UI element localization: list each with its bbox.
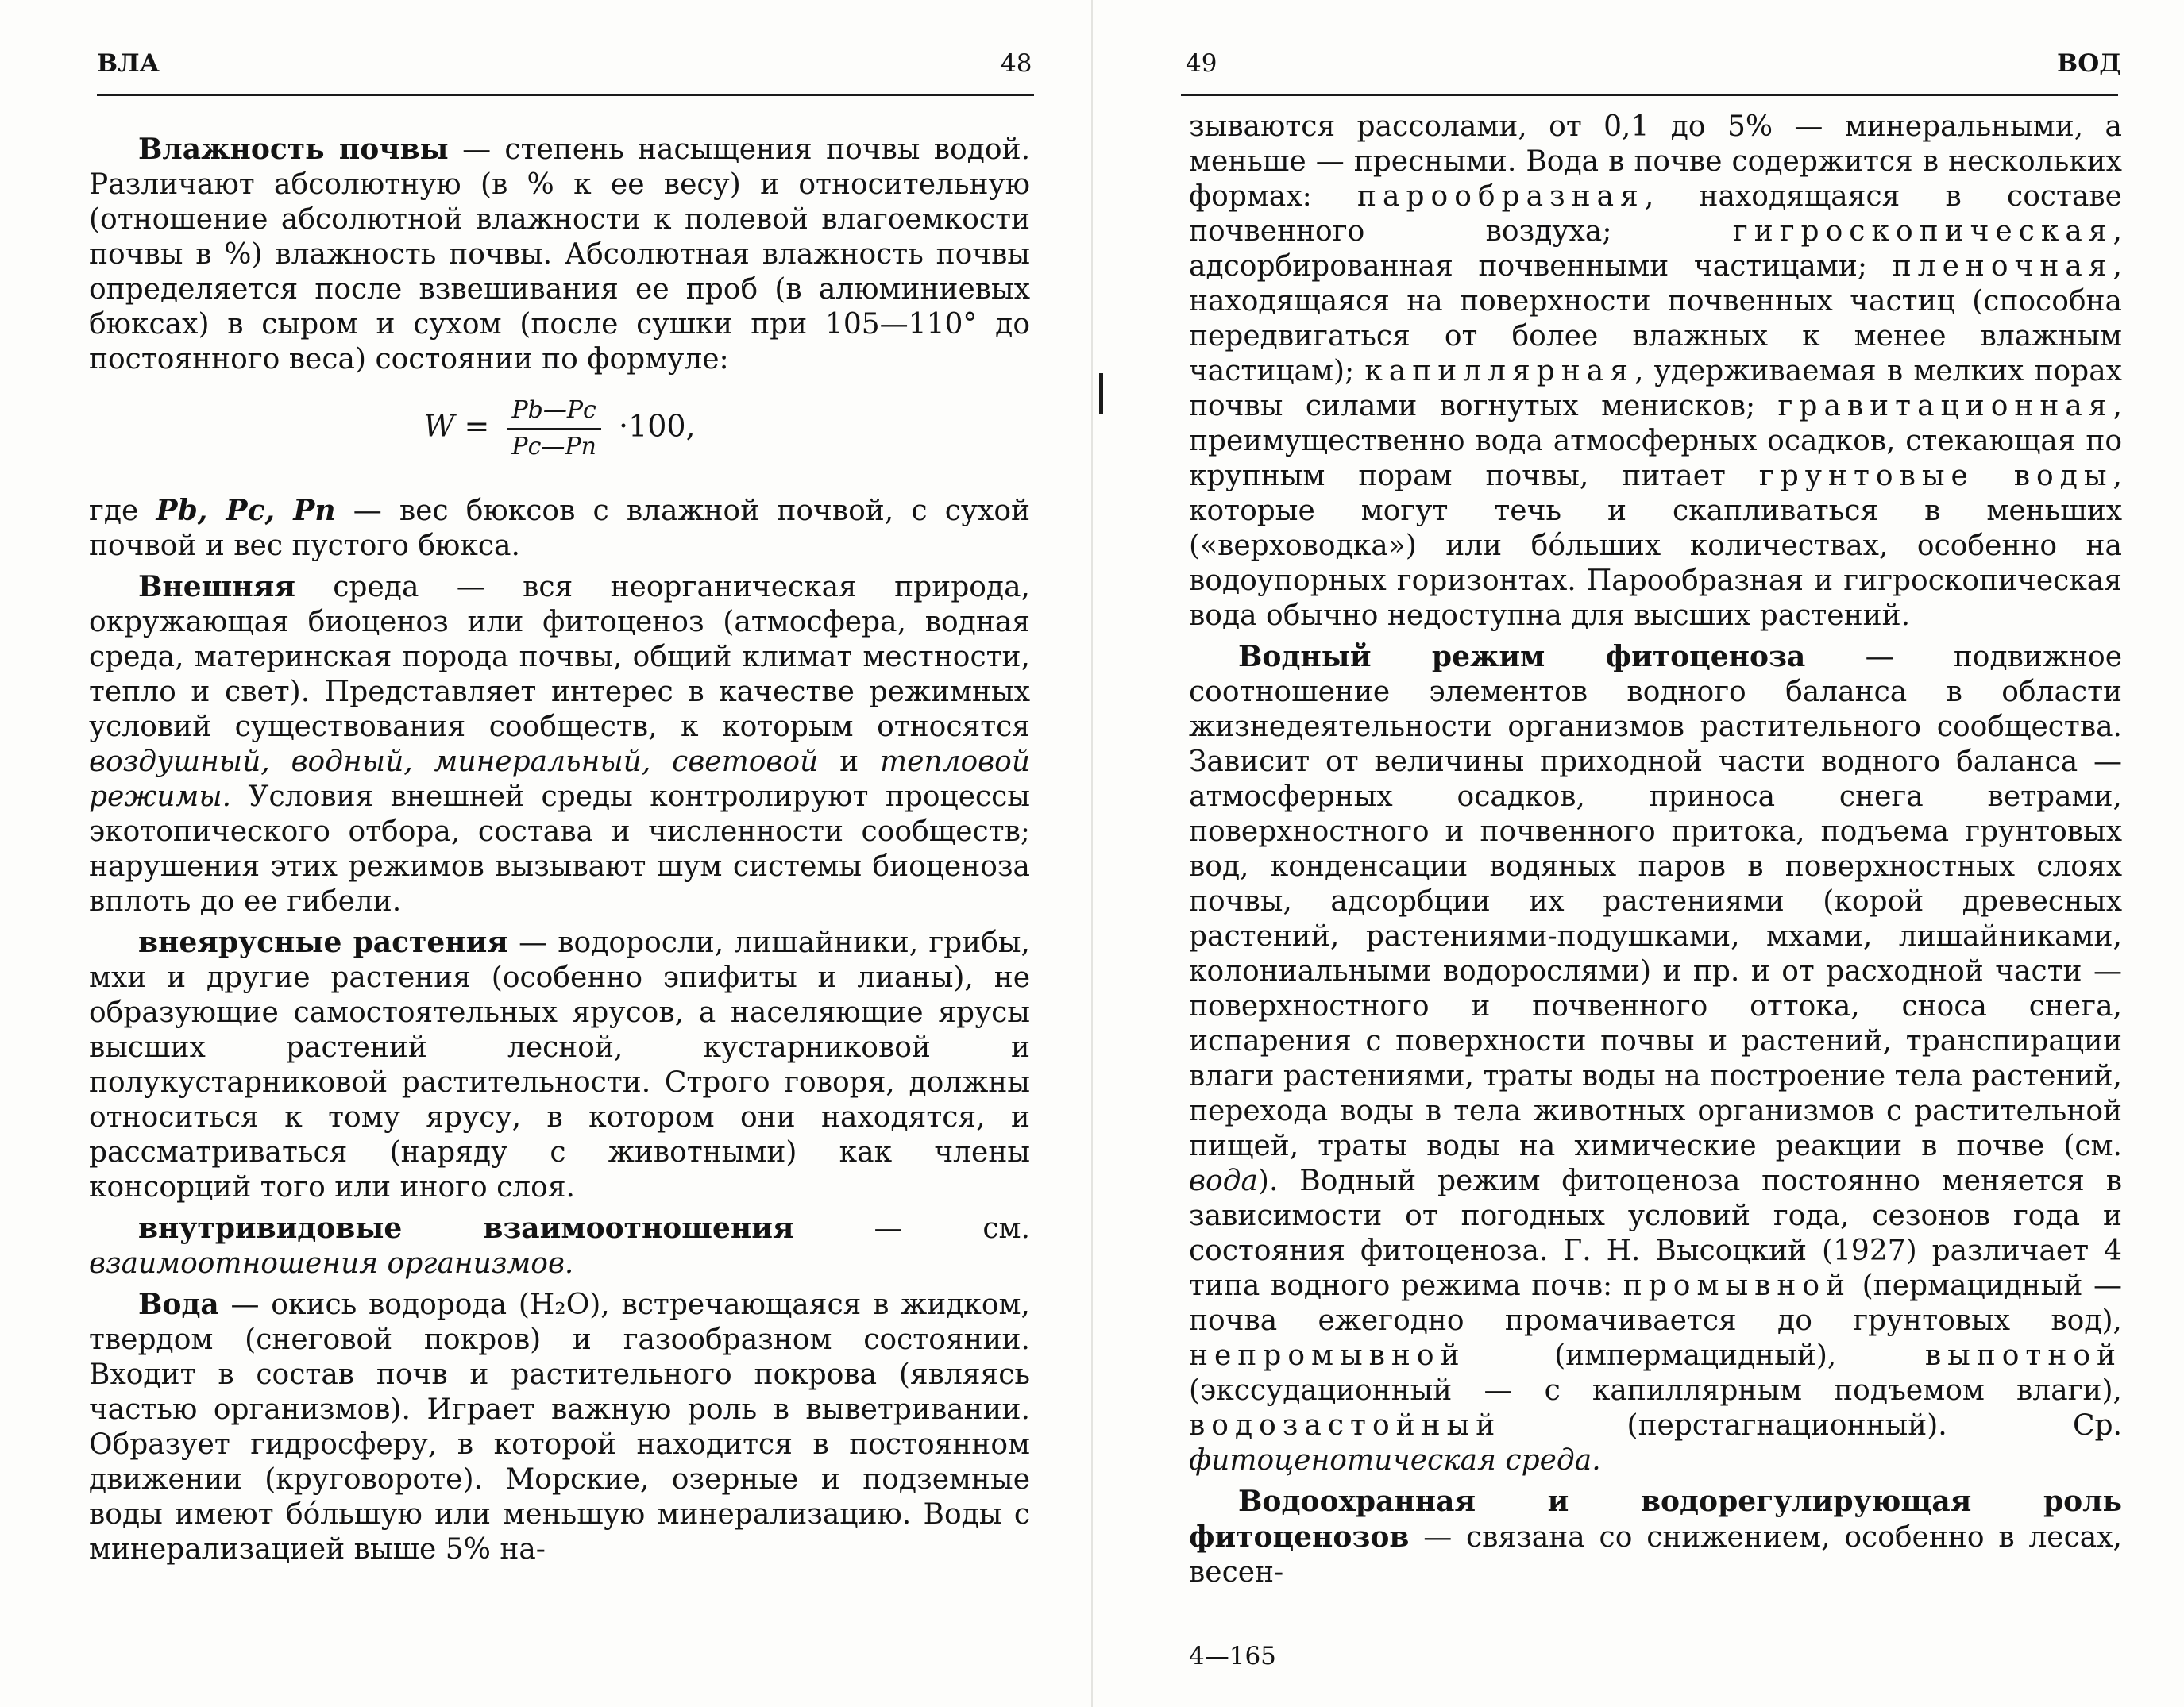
left-column	[89, 132, 1030, 1567]
entry-intraspecific-relations: внутривидовые взаимоотношения — см. взаимоотношения организмов.	[89, 1212, 1030, 1280]
entry-water-protection: Водоохранная и водорегулирующая роль фитоценозов — связана со снижением, особенно в лесах, весен-	[1189, 1485, 2122, 1589]
formula-rhs: ·100,	[618, 408, 696, 444]
page-number-right: 49	[1186, 49, 1217, 78]
formula-numerator: Pb—Pc	[507, 395, 601, 430]
running-head-right: ВОД	[2057, 49, 2121, 78]
page-number-left: 48	[1001, 49, 1032, 78]
term: Водный режим фитоценоза	[1238, 640, 1806, 673]
header-rule-right	[1181, 94, 2118, 96]
cross-reference: взаимоотношения организмов.	[89, 1247, 574, 1280]
term: Вода	[138, 1288, 219, 1321]
header-rule-left	[97, 94, 1034, 96]
running-head-left: ВЛА	[97, 49, 160, 78]
signature-mark: 4—165	[1189, 1642, 1276, 1670]
formula-fraction	[507, 395, 601, 463]
term: Влажность почвы	[138, 133, 449, 166]
moisture-formula	[89, 395, 1030, 463]
formula-explanation: где Pb, Pc, Pn — вес бюксов с влажной почвой, с сухой почвой и вес пустого бюкса.	[89, 494, 1031, 562]
entry-water: Вода — окись водорода (H₂O), встречающаяся в жидком, твердом (снеговой покров) и газообразном состоянии. Входит в состав почв и растительного покрова (являясь частью организмов). Играет важную роль в выветривании. Образует гидросферу, в которой находится в постоянном движении (круговороте). Морские, озерные и подземные воды имеют бо́льшую или меньшую минерализацию. Воды с минерализацией выше 5% на-	[89, 1288, 1030, 1566]
entry-water-regime: Водный режим фитоценоза — подвижное соотношение элементов водного баланса в области жизнедеятельности организмов растительного сообщества. Зависит от величины приходной части водного баланса — атмосферных осадков, приноса снега ветрами, поверхностного и почвенного притока, подъема грунтовых вод, конденсации водяных паров в поверхностных слоях почвы, адсорбции их растениями (корой древесных растений, растениями-подушками, мхами, лишайниками, колониальными водорослями) и пр. и от расходной части — поверхностного и почвенного оттока, сноса снега, испарения с поверхности почвы и растений, транспирации влаги растениями, траты воды на построение тела растений, перехода воды в тела животных организмов с растительной пищей, траты воды на химические реакции в почве (см. вода). Водный режим фитоценоза постоянно меняется в зависимости от погодных условий года, сезонов года и состояния фитоценоза. Г. Н. Высоцкий (1927) различает 4 типа водного режима почв: промывной (пермацидный — почва ежегодно промачивается до грунтовых вод), непромывной (импермацидный), выпотной (экссудационный — с капиллярным подъемом влаги), водозастойный (перстагнационный). Ср. фитоценотическая среда.	[1189, 640, 2123, 1477]
entry-external-environment: Внешняя среда — вся неорганическая природа, окружающая биоценоз или фитоценоз (атмосфера, водная среда, материнская порода почвы, общий климат местности, тепло и свет). Представляет интерес в качестве режимных условий существования сообществ, к которым относятся воздушный, водный, минеральный, световой и тепловой режимы. Условия внешней среды контролируют процессы экотопического отбора, состава и численности сообществ; нарушения этих режимов вызывают шум системы биоценоза вплоть до ее гибели.	[89, 570, 1030, 918]
water-continuation: зываются рассолами, от 0,1 до 5% — минеральными, а меньше — пресными. Вода в почве содержится в нескольких формах: парообразная, находящаяся в составе почвенного воздуха; гигроскопическая, адсорбированная почвенными частицами; пленочная, находящаяся на поверхности почвенных частиц (способна передвигаться от более влажных к менее влажным частицам); капиллярная, удерживаемая в мелких порах почвы силами вогнутых менисков; гравитационная, преимущественно вода атмосферных осадков, стекающая по крупным порам почвы, питает грунтовые воды, которые могут течь и скапливаться в меньших («верховодка») или бо́льших количествах, особенно на водоупорных горизонтах. Парообразная и гигроскопическая вода обычно недоступна для высших растений.	[1189, 110, 2122, 632]
term: Водоохранная и водорегулирующая роль фитоценозов	[1189, 1485, 2122, 1554]
term: внутривидовые взаимоотношения	[138, 1212, 794, 1245]
formula-lhs: W =	[423, 408, 490, 444]
entry-extra-layer-plants: внеярусные растения — водоросли, лишайники, грибы, мхи и другие растения (особенно эпифиты и лианы), не образующие самостоятельных ярусов, а населяющие ярусы высших растений лесной, кустарниковой и полукустарниковой растительности. Строго говоря, должны относиться к тому ярусу, в котором они находятся, и рассматриваться (наряду с животными) как члены консорций того или иного слоя.	[89, 926, 1030, 1204]
entry-soil-moisture: Влажность почвы — степень насыщения почвы водой. Различают абсолютную (в % к ее весу) и относительную (отношение абсолютной влажности к полевой влагоемкости почвы в %) влажность почвы. Абсолютная влажность почвы определяется после взвешивания ее проб (в алюминиевых бюксах) в сыром и сухом (после сушки при 105—110° до постоянного веса) состоянии по формуле:	[89, 133, 1031, 376]
term: Внешняя	[138, 570, 295, 603]
right-column	[1189, 110, 2122, 1590]
right-page	[1092, 0, 2184, 1707]
formula-denominator: Pc—Pn	[511, 433, 596, 460]
term: внеярусные растения	[138, 926, 508, 959]
